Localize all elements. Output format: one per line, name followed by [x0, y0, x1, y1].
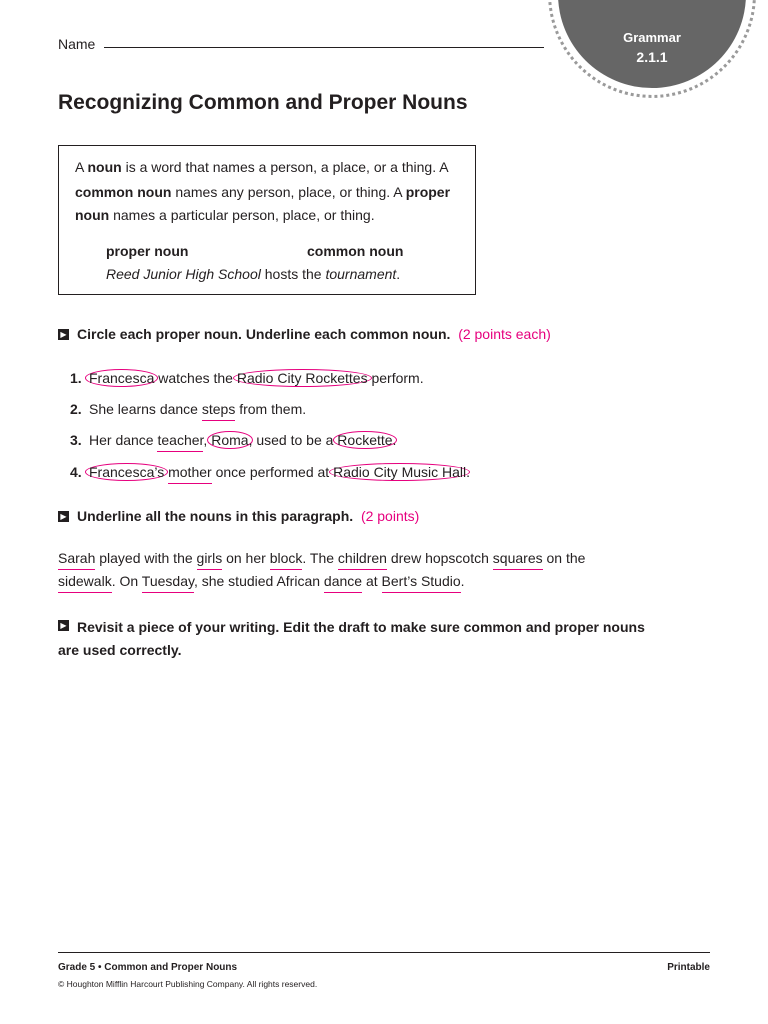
footer-printable: Printable [667, 962, 710, 973]
underlined-noun: Sarah [58, 550, 95, 570]
example-sentence: Reed Junior High School hosts the tournament. [106, 266, 401, 282]
underlined-noun: block [270, 550, 303, 570]
badge-number: 2.1.1 [636, 49, 668, 65]
underlined-noun: girls [197, 550, 223, 570]
circled-proper-noun: Francesca’s [85, 463, 168, 481]
footer-copyright: © Houghton Mifflin Harcourt Publishing Company. All rights reserved. [58, 979, 318, 989]
example-heading-proper: proper noun [106, 243, 189, 259]
page-title: Recognizing Common and Proper Nouns [58, 91, 468, 114]
exercise-item-2: 2. She learns dance steps from them. [70, 401, 306, 417]
section1-points: (2 points each) [458, 326, 551, 342]
badge-title: Grammar [623, 30, 681, 45]
arrow-bullet-icon: ▶ [58, 329, 69, 340]
definition-line-3: noun names a particular person, place, or thing. [75, 207, 375, 223]
paragraph-line-1: Sarah played with the girls on her block. The children drew hopscotch squares on the [58, 550, 585, 566]
circled-proper-noun: Francesca [85, 369, 158, 387]
name-line [104, 47, 544, 48]
name-label: Name [58, 36, 96, 52]
exercise-item-4: 4. Francesca’s mother once performed at Radio City Music Hall. [70, 464, 470, 480]
definition-line-1: A noun is a word that names a person, a place, or a thing. A [75, 159, 449, 175]
underlined-noun: Tuesday [142, 573, 194, 593]
footer-rule [58, 952, 710, 953]
underlined-common-noun: mother [168, 464, 212, 484]
underlined-common-noun: steps [202, 401, 235, 421]
underlined-noun: Bert’s Studio [382, 573, 461, 593]
example-heading-common: common noun [307, 243, 404, 259]
exercise-item-1: 1. Francesca watches the Radio City Rockettes perform. [70, 370, 424, 386]
circled-proper-noun: Roma [207, 431, 252, 449]
underlined-noun: dance [324, 573, 362, 593]
paragraph-line-2: sidewalk. On Tuesday, she studied African dance at Bert’s Studio. [58, 573, 465, 589]
arrow-bullet-icon: ▶ [58, 620, 69, 631]
arrow-bullet-icon: ▶ [58, 511, 69, 522]
underlined-noun: children [338, 550, 387, 570]
circled-proper-noun: Radio City Rockettes [233, 369, 372, 387]
circled-proper-noun: Radio City Music Hall [329, 463, 470, 481]
underlined-noun: sidewalk [58, 573, 112, 593]
underlined-noun: squares [493, 550, 543, 570]
section2-instruction: Underline all the nouns in this paragraph. (2 points) [77, 508, 420, 524]
circled-proper-noun: Rockette [333, 431, 396, 449]
exercise-item-3: 3. Her dance teacher, Roma, used to be a Rockette. [70, 432, 396, 448]
definition-line-2: common noun names any person, place, or thing. A proper [75, 184, 451, 200]
section3-instruction: Revisit a piece of your writing. Edit the draft to make sure common and proper nouns are used correctly. [58, 619, 645, 658]
section2-points: (2 points) [360, 508, 420, 524]
footer-course: Grade 5 • Common and Proper Nouns [58, 962, 238, 973]
underlined-common-noun: teacher [157, 432, 203, 452]
section1-instruction: Circle each proper noun. Underline each common noun. (2 points each) [77, 326, 551, 342]
